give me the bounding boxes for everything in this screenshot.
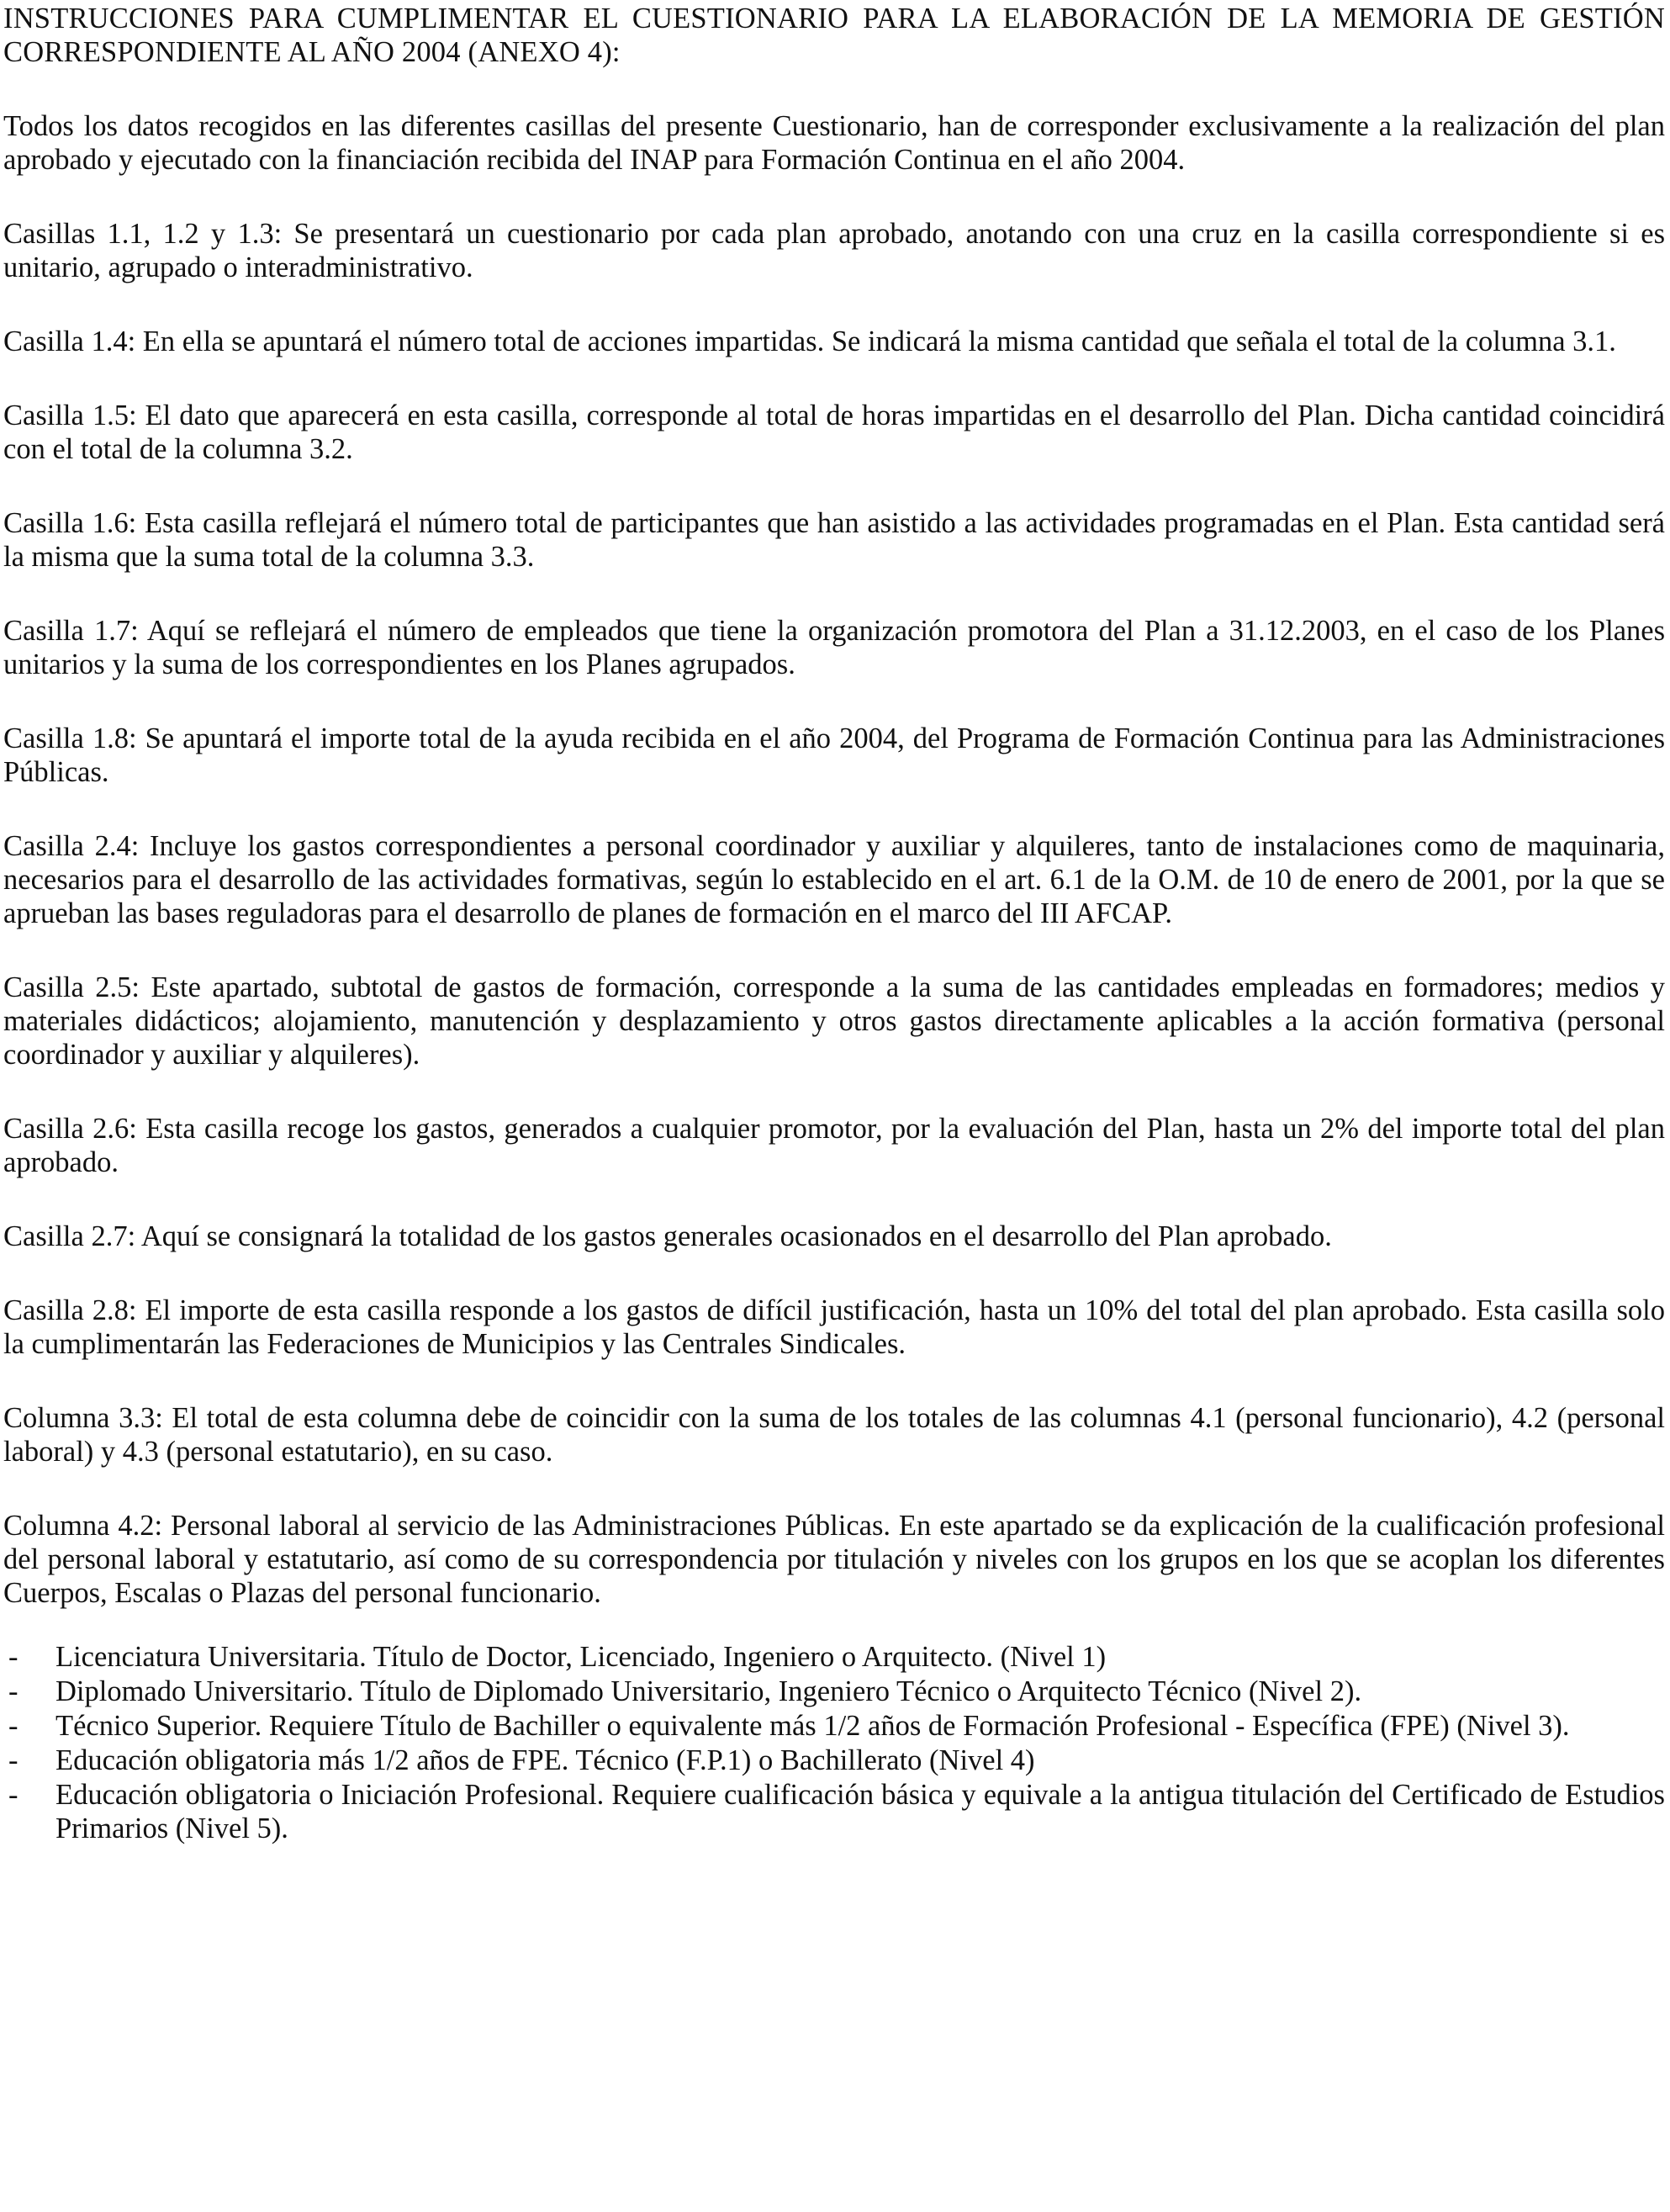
list-item — [3, 1640, 1665, 1674]
list-dash-marker: - — [8, 1779, 18, 1811]
paragraph-casilla-2-7: Casilla 2.7: Aquí se consignará la totalidad de los gastos generales ocasionados en el desarrollo del Plan aprobado. — [3, 1220, 1332, 1252]
list-item — [3, 1778, 1665, 1845]
list-dash-marker: - — [8, 1641, 18, 1673]
list-dash-marker: - — [8, 1710, 18, 1742]
list-item — [3, 1709, 1665, 1743]
paragraph-casilla-1-8: Casilla 1.8: Se apuntará el importe total de la ayuda recibida en el año 2004, del Programa de Formación Continua para las Administraciones Públicas. — [3, 722, 1665, 788]
paragraph-intro: Todos los datos recogidos en las diferentes casillas del presente Cuestionario, han de corresponder exclusivamente a la realización del plan aprobado y ejecutado con la financiación recibida del INAP para Formación Continua en el año 2004. — [3, 110, 1665, 176]
paragraph-casilla-2-5: Casilla 2.5: Este apartado, subtotal de gastos de formación, corresponde a la suma de las cantidades empleadas en formadores; medios y materiales didácticos; alojamiento, manutención y desplazamiento y otros gastos directamente aplicables a la acción formativa (personal coordinador y auxiliar y alquileres). — [3, 971, 1665, 1071]
paragraph-casilla-2-4: Casilla 2.4: Incluye los gastos correspondientes a personal coordinador y auxiliar y alquileres, tanto de instalaciones como de maquinaria, necesarios para el desarrollo de las actividades formativas, según lo establecido en el art. 6.1 de la O.M. de 10 de enero de 2001, por la que se aprueban las bases reguladoras para el desarrollo de planes de formación en el marco del III AFCAP. — [3, 830, 1665, 929]
list-item — [3, 1675, 1665, 1708]
list-item — [3, 1744, 1665, 1777]
paragraph-casilla-2-8: Casilla 2.8: El importe de esta casilla responde a los gastos de difícil justificación, hasta un 10% del total del plan aprobado. Esta casilla solo la cumplimentarán las Federaciones de Municipios y las Centrales Sindicales. — [3, 1294, 1665, 1360]
document-title: INSTRUCCIONES PARA CUMPLIMENTAR EL CUESTIONARIO PARA LA ELABORACIÓN DE LA MEMORIA DE GESTIÓN CORRESPONDIENTE AL AÑO 2004 (ANEXO 4): — [3, 3, 1665, 68]
list-dash-marker: - — [8, 1744, 18, 1776]
list-item-text: Diplomado Universitario. Título de Diplomado Universitario, Ingeniero Técnico o Arquitecto Técnico (Nivel 2). — [55, 1675, 1362, 1707]
paragraph-casilla-2-6: Casilla 2.6: Esta casilla recoge los gastos, generados a cualquier promotor, por la evaluación del Plan, hasta un 2% del importe total del plan aprobado. — [3, 1113, 1665, 1178]
list-item-text: Educación obligatoria más 1/2 años de FPE. Técnico (F.P.1) o Bachillerato (Nivel 4) — [55, 1744, 1035, 1776]
paragraph-casilla-1-5: Casilla 1.5: El dato que aparecerá en esta casilla, corresponde al total de horas impartidas en el desarrollo del Plan. Dicha cantidad coincidirá con el total de la columna 3.2. — [3, 400, 1665, 465]
list-item-text: Educación obligatoria o Iniciación Profesional. Requiere cualificación básica y equivale a la antigua titulación del Certificado de Estudios Primarios (Nivel 5). — [55, 1779, 1665, 1844]
list-item-text: Licenciatura Universitaria. Título de Doctor, Licenciado, Ingeniero o Arquitecto. (Nivel 1) — [55, 1641, 1107, 1673]
qualification-levels-list — [3, 1640, 1665, 1845]
paragraph-casilla-1-4: Casilla 1.4: En ella se apuntará el número total de acciones impartidas. Se indicará la misma cantidad que señala el total de la columna 3.1. — [3, 325, 1616, 357]
paragraph-columna-4-2: Columna 4.2: Personal laboral al servicio de las Administraciones Públicas. En este apartado se da explicación de la cualificación profesional del personal laboral y estatutario, así como de su correspondencia por titulación y niveles con los grupos en los que se acoplan los diferentes Cuerpos, Escalas o Plazas del personal funcionario. — [3, 1510, 1665, 1609]
paragraph-casillas-1-1-1-3: Casillas 1.1, 1.2 y 1.3: Se presentará un cuestionario por cada plan aprobado, anotando con una cruz en la casilla correspondiente si es unitario, agrupado o interadministrativo. — [3, 218, 1665, 283]
list-dash-marker: - — [8, 1675, 18, 1707]
paragraph-casilla-1-6: Casilla 1.6: Esta casilla reflejará el número total de participantes que han asistido a las actividades programadas en el Plan. Esta cantidad será la misma que la suma total de la columna 3.3. — [3, 507, 1665, 573]
paragraph-columna-3-3: Columna 3.3: El total de esta columna debe de coincidir con la suma de los totales de las columnas 4.1 (personal funcionario), 4.2 (personal laboral) y 4.3 (personal estatutario), en su caso. — [3, 1402, 1665, 1468]
list-item-text: Técnico Superior. Requiere Título de Bachiller o equivalente más 1/2 años de Formación Profesional - Específica (FPE) (Nivel 3). — [55, 1710, 1570, 1742]
paragraph-casilla-1-7: Casilla 1.7: Aquí se reflejará el número de empleados que tiene la organización promotora del Plan a 31.12.2003, en el caso de los Planes unitarios y la suma de los correspondientes en los Planes agrupados. — [3, 615, 1665, 680]
